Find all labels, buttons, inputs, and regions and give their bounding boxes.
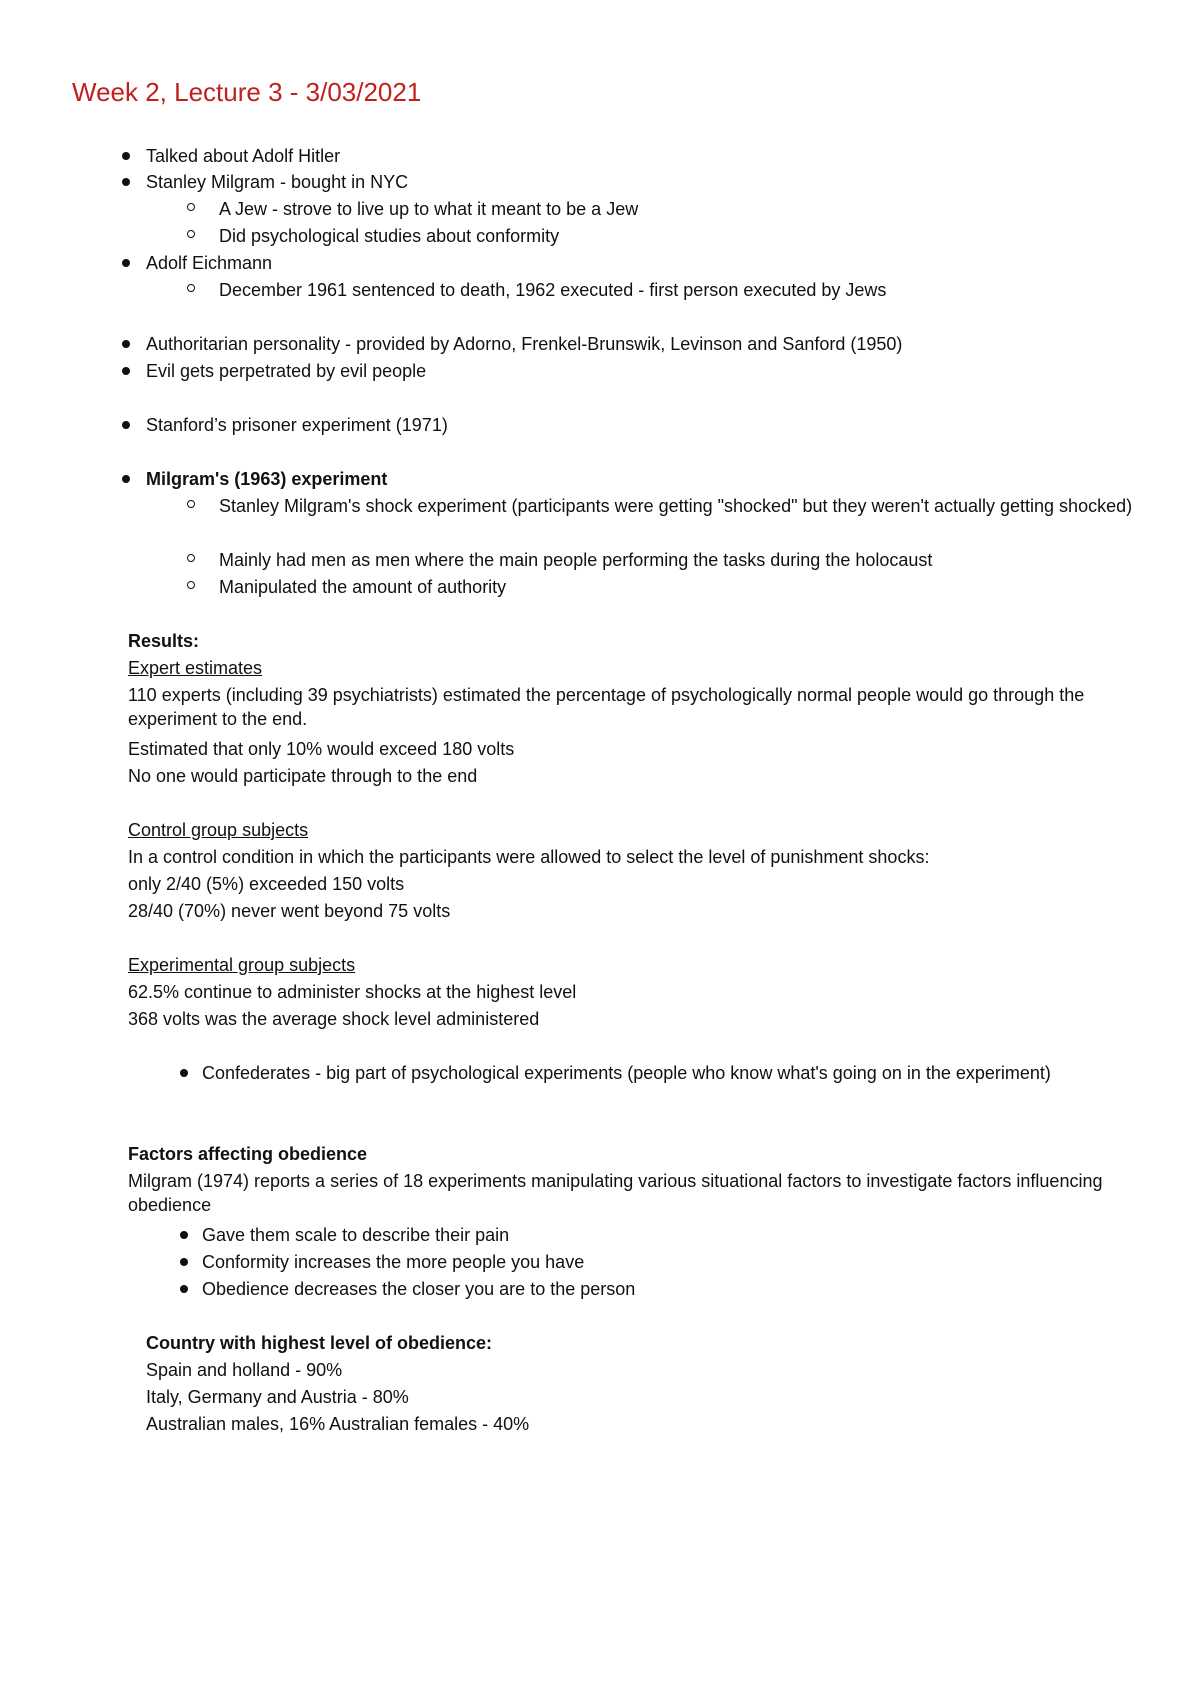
list-item: Gave them scale to describe their pain [202, 1225, 510, 1245]
bullet-dot [180, 1258, 188, 1266]
bullet-dot [122, 367, 130, 375]
list-item: Stanley Milgram - bought in NYC [146, 172, 409, 192]
bullet-dot [122, 152, 130, 160]
bullet-dot [122, 340, 130, 348]
sub-bullet-circle [187, 581, 195, 589]
control-group-line: only 2/40 (5%) exceeded 150 volts [128, 874, 405, 894]
country-line: Spain and holland - 90% [146, 1360, 343, 1380]
list-item: Evil gets perpetrated by evil people [146, 361, 427, 381]
sub-list-item: Manipulated the amount of authority [219, 577, 507, 597]
control-group-heading: Control group subjects [128, 820, 309, 840]
bullet-dot [180, 1231, 188, 1239]
factors-text: Milgram (1974) reports a series of 18 experiments manipulating various situational factors to investigate factors influencing obedience [128, 1171, 1103, 1215]
expert-estimates-line: Estimated that only 10% would exceed 180 volts [128, 739, 515, 759]
sub-list-item: A Jew - strove to live up to what it meant to be a Jew [219, 199, 639, 219]
country-line: Australian males, 16% Australian females - 40% [146, 1414, 530, 1434]
sub-bullet-circle [187, 284, 195, 292]
page-title: Week 2, Lecture 3 - 3/03/2021 [72, 77, 422, 107]
sub-list-item: Stanley Milgram's shock experiment (participants were getting "shocked" but they weren't actually getting shocked) [219, 496, 1133, 516]
bullet-dot [122, 475, 130, 483]
expert-estimates-text: 110 experts (including 39 psychiatrists) estimated the percentage of psychologically normal people would go through the experiment to the end. [128, 685, 1085, 729]
factors-heading: Factors affecting obedience [128, 1144, 368, 1164]
control-group-line: 28/40 (70%) never went beyond 75 volts [128, 901, 451, 921]
list-item: Obedience decreases the closer you are to the person [202, 1279, 636, 1299]
sub-list-item: December 1961 sentenced to death, 1962 executed - first person executed by Jews [219, 280, 887, 300]
bullet-dot [122, 259, 130, 267]
sub-list-item: Did psychological studies about conformity [219, 226, 560, 246]
list-item: Milgram's (1963) experiment [146, 469, 388, 489]
expert-estimates-line: No one would participate through to the end [128, 766, 478, 786]
experimental-group-line: 62.5% continue to administer shocks at the highest level [128, 982, 577, 1002]
experimental-group-heading: Experimental group subjects [128, 955, 356, 975]
list-item: Talked about Adolf Hitler [146, 146, 341, 166]
list-item: Conformity increases the more people you have [202, 1252, 585, 1272]
list-item: Confederates - big part of psychological experiments (people who know what's going on in the experiment) [202, 1063, 1051, 1083]
sub-bullet-circle [187, 203, 195, 211]
sub-bullet-circle [187, 554, 195, 562]
sub-list-item: Mainly had men as men where the main people performing the tasks during the holocaust [219, 550, 933, 570]
results-heading: Results: [128, 631, 200, 651]
control-group-line: In a control condition in which the participants were allowed to select the level of punishment shocks: [128, 847, 930, 867]
bullet-dot [122, 421, 130, 429]
country-line: Italy, Germany and Austria - 80% [146, 1387, 409, 1407]
sub-bullet-circle [187, 500, 195, 508]
list-item: Authoritarian personality - provided by Adorno, Frenkel-Brunswik, Levinson and Sanford (1950) [146, 334, 903, 354]
sub-bullet-circle [187, 230, 195, 238]
bullet-dot [180, 1069, 188, 1077]
bullet-dot [180, 1285, 188, 1293]
country-heading: Country with highest level of obedience: [146, 1333, 493, 1353]
experimental-group-line: 368 volts was the average shock level administered [128, 1009, 540, 1029]
list-item: Stanford’s prisoner experiment (1971) [146, 415, 448, 435]
bullet-dot [122, 178, 130, 186]
expert-estimates-heading: Expert estimates [128, 658, 263, 678]
list-item: Adolf Eichmann [146, 253, 273, 273]
